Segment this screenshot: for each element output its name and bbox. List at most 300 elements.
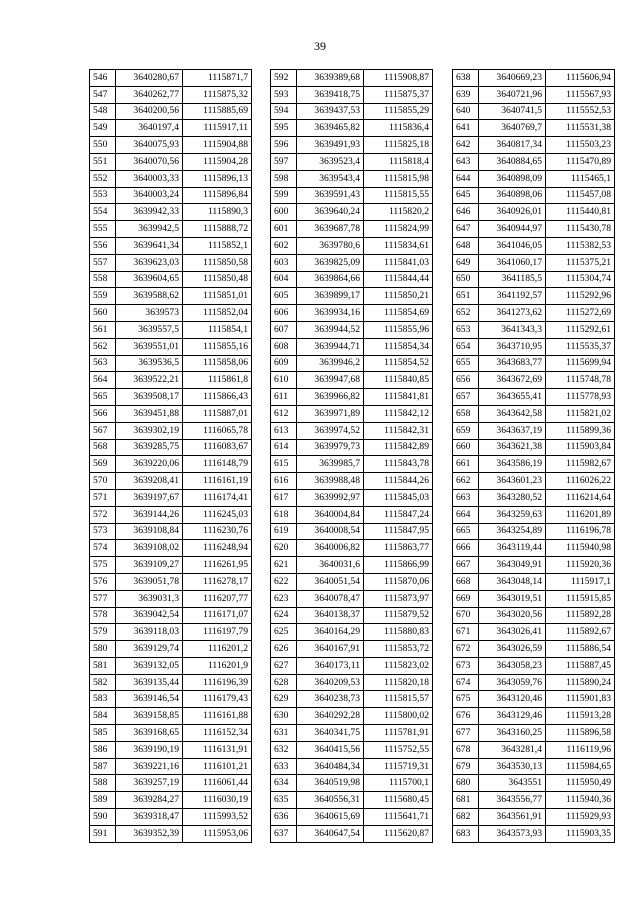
y-coordinate-cell: 1115815,98: [364, 170, 433, 187]
table-row: [453, 170, 615, 187]
x-coordinate-cell: 3639389,68: [297, 70, 364, 87]
x-coordinate-cell: 3639573: [116, 305, 183, 322]
x-coordinate-cell: 3643621,38: [479, 439, 546, 456]
point-number-cell: 654: [453, 338, 479, 355]
point-number-cell: 596: [271, 137, 297, 154]
point-number-cell: 670: [453, 607, 479, 624]
y-coordinate-cell: 1116161,19: [183, 473, 252, 490]
x-coordinate-cell: 3639591,43: [297, 187, 364, 204]
point-number-cell: 584: [90, 708, 116, 725]
table-row: [453, 540, 615, 557]
point-number-cell: 676: [453, 708, 479, 725]
point-number-cell: 661: [453, 456, 479, 473]
y-coordinate-cell: 1115855,29: [364, 103, 433, 120]
x-coordinate-cell: 3643049,91: [479, 557, 546, 574]
point-number-cell: 642: [453, 137, 479, 154]
y-coordinate-cell: 1116101,21: [183, 758, 252, 775]
y-coordinate-cell: 1115567,93: [546, 86, 615, 103]
y-coordinate-cell: 1115606,94: [546, 70, 615, 87]
point-number-cell: 563: [90, 355, 116, 372]
table-row: [271, 120, 433, 137]
point-number-cell: 617: [271, 489, 297, 506]
y-coordinate-cell: 1115818,4: [364, 153, 433, 170]
table-row: [271, 103, 433, 120]
y-coordinate-cell: 1115899,36: [546, 422, 615, 439]
x-coordinate-cell: 3639197,67: [116, 489, 183, 506]
y-coordinate-cell: 1115781,91: [364, 725, 433, 742]
point-number-cell: 575: [90, 557, 116, 574]
x-coordinate-cell: 3640070,56: [116, 153, 183, 170]
x-coordinate-cell: 3640926,01: [479, 204, 546, 221]
point-number-cell: 641: [453, 120, 479, 137]
y-coordinate-cell: 1115917,1: [546, 573, 615, 590]
point-number-cell: 572: [90, 506, 116, 523]
table-row: [453, 624, 615, 641]
table-row: [90, 153, 252, 170]
point-number-cell: 595: [271, 120, 297, 137]
point-number-cell: 586: [90, 741, 116, 758]
table-row: [90, 456, 252, 473]
point-number-cell: 682: [453, 809, 479, 826]
x-coordinate-cell: 3639109,27: [116, 557, 183, 574]
y-coordinate-cell: 1115465,1: [546, 170, 615, 187]
y-coordinate-cell: 1115861,8: [183, 372, 252, 389]
table-row: [453, 775, 615, 792]
table-row: [271, 775, 433, 792]
x-coordinate-cell: 3643561,91: [479, 809, 546, 826]
y-coordinate-cell: 1115470,89: [546, 153, 615, 170]
point-number-cell: 550: [90, 137, 116, 154]
point-number-cell: 593: [271, 86, 297, 103]
x-coordinate-cell: 3643129,46: [479, 708, 546, 725]
point-number-cell: 622: [271, 573, 297, 590]
point-number-cell: 634: [271, 775, 297, 792]
x-coordinate-cell: 3639899,17: [297, 288, 364, 305]
x-coordinate-cell: 3639687,78: [297, 221, 364, 238]
y-coordinate-cell: 1115815,55: [364, 187, 433, 204]
x-coordinate-cell: 3643160,25: [479, 725, 546, 742]
table-row: [271, 641, 433, 658]
y-coordinate-cell: 1116196,39: [183, 674, 252, 691]
y-coordinate-cell: 1115852,04: [183, 305, 252, 322]
point-number-cell: 605: [271, 288, 297, 305]
y-coordinate-cell: 1115880,83: [364, 624, 433, 641]
y-coordinate-cell: 1115904,28: [183, 153, 252, 170]
point-number-cell: 570: [90, 473, 116, 490]
table-row: [90, 741, 252, 758]
y-coordinate-cell: 1115890,3: [183, 204, 252, 221]
y-coordinate-cell: 1115699,94: [546, 355, 615, 372]
x-coordinate-cell: 3640075,93: [116, 137, 183, 154]
y-coordinate-cell: 1115778,93: [546, 389, 615, 406]
point-number-cell: 678: [453, 741, 479, 758]
table-row: [271, 809, 433, 826]
point-number-cell: 607: [271, 321, 297, 338]
table-row: [90, 372, 252, 389]
y-coordinate-cell: 1115531,38: [546, 120, 615, 137]
y-coordinate-cell: 1115847,95: [364, 523, 433, 540]
y-coordinate-cell: 1116083,67: [183, 439, 252, 456]
y-coordinate-cell: 1115854,52: [364, 355, 433, 372]
table-row: [453, 758, 615, 775]
point-number-cell: 589: [90, 792, 116, 809]
x-coordinate-cell: 3640944,97: [479, 221, 546, 238]
x-coordinate-cell: 3640669,23: [479, 70, 546, 87]
y-coordinate-cell: 1115875,32: [183, 86, 252, 103]
table-row: [271, 674, 433, 691]
x-coordinate-cell: 3643019,51: [479, 590, 546, 607]
point-number-cell: 546: [90, 70, 116, 87]
y-coordinate-cell: 1116201,89: [546, 506, 615, 523]
table-row: [271, 271, 433, 288]
table-row: [453, 557, 615, 574]
table-row: [453, 187, 615, 204]
table-row: [90, 809, 252, 826]
table-row: [90, 489, 252, 506]
table-row: [90, 439, 252, 456]
point-number-cell: 671: [453, 624, 479, 641]
table-row: [453, 288, 615, 305]
y-coordinate-cell: 1115823,02: [364, 657, 433, 674]
table-row: [90, 137, 252, 154]
table-row: [90, 321, 252, 338]
table-row: [453, 473, 615, 490]
x-coordinate-cell: 3639536,5: [116, 355, 183, 372]
table-row: [90, 221, 252, 238]
point-number-cell: 616: [271, 473, 297, 490]
point-number-cell: 599: [271, 187, 297, 204]
point-number-cell: 673: [453, 657, 479, 674]
x-coordinate-cell: 3639144,26: [116, 506, 183, 523]
y-coordinate-cell: 1115950,49: [546, 775, 615, 792]
point-number-cell: 602: [271, 237, 297, 254]
table-row: [90, 540, 252, 557]
y-coordinate-cell: 1115375,21: [546, 254, 615, 271]
x-coordinate-cell: 3640519,98: [297, 775, 364, 792]
y-coordinate-cell: 1115896,58: [546, 725, 615, 742]
point-number-cell: 560: [90, 305, 116, 322]
y-coordinate-cell: 1115984,65: [546, 758, 615, 775]
table-row: [90, 422, 252, 439]
point-number-cell: 645: [453, 187, 479, 204]
x-coordinate-cell: 3643026,41: [479, 624, 546, 641]
table-row: [90, 389, 252, 406]
x-coordinate-cell: 3643556,77: [479, 792, 546, 809]
table-row: [453, 103, 615, 120]
point-number-cell: 566: [90, 405, 116, 422]
table-row: [453, 725, 615, 742]
table-row: [453, 607, 615, 624]
y-coordinate-cell: 1115850,58: [183, 254, 252, 271]
y-coordinate-cell: 1115853,72: [364, 641, 433, 658]
y-coordinate-cell: 1115886,54: [546, 641, 615, 658]
x-coordinate-cell: 3640006,82: [297, 540, 364, 557]
x-coordinate-cell: 3643672,69: [479, 372, 546, 389]
y-coordinate-cell: 1115892,67: [546, 624, 615, 641]
table-row: [90, 590, 252, 607]
y-coordinate-cell: 1115272,69: [546, 305, 615, 322]
table-row: [453, 489, 615, 506]
point-number-cell: 626: [271, 641, 297, 658]
table-row: [90, 506, 252, 523]
table-row: [453, 204, 615, 221]
table-row: [453, 641, 615, 658]
point-number-cell: 583: [90, 691, 116, 708]
y-coordinate-cell: 1115940,98: [546, 540, 615, 557]
x-coordinate-cell: 3639318,47: [116, 809, 183, 826]
y-coordinate-cell: 1115440,81: [546, 204, 615, 221]
table-row: [453, 153, 615, 170]
point-number-cell: 627: [271, 657, 297, 674]
x-coordinate-cell: 3641185,5: [479, 271, 546, 288]
x-coordinate-cell: 3639522,21: [116, 372, 183, 389]
table-row: [271, 590, 433, 607]
point-number-cell: 646: [453, 204, 479, 221]
y-coordinate-cell: 1115851,01: [183, 288, 252, 305]
x-coordinate-cell: 3639944,52: [297, 321, 364, 338]
table-row: [90, 624, 252, 641]
point-number-cell: 559: [90, 288, 116, 305]
y-coordinate-cell: 1115292,96: [546, 288, 615, 305]
y-coordinate-cell: 1115382,53: [546, 237, 615, 254]
table-row: [453, 809, 615, 826]
y-coordinate-cell: 1115844,26: [364, 473, 433, 490]
table-row: [271, 489, 433, 506]
point-number-cell: 551: [90, 153, 116, 170]
point-number-cell: 578: [90, 607, 116, 624]
point-number-cell: 648: [453, 237, 479, 254]
x-coordinate-cell: 3640200,56: [116, 103, 183, 120]
point-number-cell: 631: [271, 725, 297, 742]
x-coordinate-cell: 3643586,19: [479, 456, 546, 473]
table-row: [271, 792, 433, 809]
table-row: [90, 473, 252, 490]
x-coordinate-cell: 3639641,34: [116, 237, 183, 254]
table-row: [271, 254, 433, 271]
y-coordinate-cell: 1116248,94: [183, 540, 252, 557]
point-number-cell: 629: [271, 691, 297, 708]
x-coordinate-cell: 3643551: [479, 775, 546, 792]
y-coordinate-cell: 1116171,07: [183, 607, 252, 624]
x-coordinate-cell: 3643637,19: [479, 422, 546, 439]
x-coordinate-cell: 3639966,82: [297, 389, 364, 406]
x-coordinate-cell: 3641273,62: [479, 305, 546, 322]
x-coordinate-cell: 3643683,77: [479, 355, 546, 372]
x-coordinate-cell: 3643573,93: [479, 825, 546, 842]
point-number-cell: 643: [453, 153, 479, 170]
table-row: [453, 221, 615, 238]
table-row: [453, 657, 615, 674]
y-coordinate-cell: 1115873,97: [364, 590, 433, 607]
y-coordinate-cell: 1115887,45: [546, 657, 615, 674]
x-coordinate-cell: 3640164,29: [297, 624, 364, 641]
table-row: [90, 237, 252, 254]
y-coordinate-cell: 1115820,18: [364, 674, 433, 691]
x-coordinate-cell: 3643281,4: [479, 741, 546, 758]
table-row: [90, 825, 252, 842]
point-number-cell: 557: [90, 254, 116, 271]
y-coordinate-cell: 1116201,9: [183, 657, 252, 674]
x-coordinate-cell: 3639523,4: [297, 153, 364, 170]
table-row: [453, 372, 615, 389]
y-coordinate-cell: 1115850,21: [364, 288, 433, 305]
x-coordinate-cell: 3640721,96: [479, 86, 546, 103]
point-number-cell: 624: [271, 607, 297, 624]
y-coordinate-cell: 1116026,22: [546, 473, 615, 490]
x-coordinate-cell: 3640051,54: [297, 573, 364, 590]
x-coordinate-cell: 3639051,78: [116, 573, 183, 590]
y-coordinate-cell: 1115752,55: [364, 741, 433, 758]
y-coordinate-cell: 1115855,96: [364, 321, 433, 338]
point-number-cell: 679: [453, 758, 479, 775]
point-number-cell: 668: [453, 573, 479, 590]
x-coordinate-cell: 3639947,68: [297, 372, 364, 389]
x-coordinate-cell: 3640484,34: [297, 758, 364, 775]
x-coordinate-cell: 3639491,93: [297, 137, 364, 154]
point-number-cell: 562: [90, 338, 116, 355]
point-number-cell: 615: [271, 456, 297, 473]
table-row: [453, 405, 615, 422]
table-row: [271, 389, 433, 406]
point-number-cell: 569: [90, 456, 116, 473]
table-row: [453, 305, 615, 322]
x-coordinate-cell: 3639257,19: [116, 775, 183, 792]
y-coordinate-cell: 1116278,17: [183, 573, 252, 590]
x-coordinate-cell: 3640898,06: [479, 187, 546, 204]
point-number-cell: 665: [453, 523, 479, 540]
x-coordinate-cell: 3640173,11: [297, 657, 364, 674]
y-coordinate-cell: 1115843,78: [364, 456, 433, 473]
x-coordinate-cell: 3643530,13: [479, 758, 546, 775]
x-coordinate-cell: 3640341,75: [297, 725, 364, 742]
y-coordinate-cell: 1115825,18: [364, 137, 433, 154]
table-row: [271, 439, 433, 456]
y-coordinate-cell: 1116196,78: [546, 523, 615, 540]
table-row: [453, 137, 615, 154]
y-coordinate-cell: 1115896,84: [183, 187, 252, 204]
y-coordinate-cell: 1115920,36: [546, 557, 615, 574]
y-coordinate-cell: 1116061,44: [183, 775, 252, 792]
point-number-cell: 640: [453, 103, 479, 120]
y-coordinate-cell: 1115854,69: [364, 305, 433, 322]
x-coordinate-cell: 3640031,6: [297, 557, 364, 574]
x-coordinate-cell: 3640615,69: [297, 809, 364, 826]
y-coordinate-cell: 1116201,2: [183, 641, 252, 658]
y-coordinate-cell: 1115890,24: [546, 674, 615, 691]
table-row: [90, 254, 252, 271]
table-row: [271, 456, 433, 473]
point-number-cell: 667: [453, 557, 479, 574]
point-number-cell: 567: [90, 422, 116, 439]
point-number-cell: 606: [271, 305, 297, 322]
y-coordinate-cell: 1115887,01: [183, 405, 252, 422]
point-number-cell: 549: [90, 120, 116, 137]
x-coordinate-cell: 3639418,75: [297, 86, 364, 103]
table-row: [271, 86, 433, 103]
x-coordinate-cell: 3640138,37: [297, 607, 364, 624]
table-row: [453, 708, 615, 725]
y-coordinate-cell: 1115748,78: [546, 372, 615, 389]
x-coordinate-cell: 3639825,09: [297, 254, 364, 271]
y-coordinate-cell: 1116148,79: [183, 456, 252, 473]
x-coordinate-cell: 3643058,23: [479, 657, 546, 674]
y-coordinate-cell: 1115993,52: [183, 809, 252, 826]
x-coordinate-cell: 3639979,73: [297, 439, 364, 456]
x-coordinate-cell: 3640008,54: [297, 523, 364, 540]
y-coordinate-cell: 1115821,02: [546, 405, 615, 422]
y-coordinate-cell: 1115913,28: [546, 708, 615, 725]
table-row: [90, 674, 252, 691]
x-coordinate-cell: 3639543,4: [297, 170, 364, 187]
x-coordinate-cell: 3643601,23: [479, 473, 546, 490]
point-number-cell: 628: [271, 674, 297, 691]
y-coordinate-cell: 1115904,88: [183, 137, 252, 154]
y-coordinate-cell: 1116214,64: [546, 489, 615, 506]
x-coordinate-cell: 3640884,65: [479, 153, 546, 170]
point-number-cell: 623: [271, 590, 297, 607]
point-number-cell: 582: [90, 674, 116, 691]
y-coordinate-cell: 1115845,03: [364, 489, 433, 506]
table-row: [90, 708, 252, 725]
table-row: [271, 523, 433, 540]
point-number-cell: 585: [90, 725, 116, 742]
table-row: [453, 741, 615, 758]
y-coordinate-cell: 1115292,61: [546, 321, 615, 338]
point-number-cell: 674: [453, 674, 479, 691]
x-coordinate-cell: 3639985,7: [297, 456, 364, 473]
x-coordinate-cell: 3639135,44: [116, 674, 183, 691]
y-coordinate-cell: 1115871,7: [183, 70, 252, 87]
y-coordinate-cell: 1115858,06: [183, 355, 252, 372]
table-row: [453, 120, 615, 137]
point-number-cell: 564: [90, 372, 116, 389]
y-coordinate-cell: 1116131,91: [183, 741, 252, 758]
x-coordinate-cell: 3639190,19: [116, 741, 183, 758]
x-coordinate-cell: 3643026,59: [479, 641, 546, 658]
point-number-cell: 554: [90, 204, 116, 221]
x-coordinate-cell: 3639221,16: [116, 758, 183, 775]
table-row: [90, 792, 252, 809]
page-number: 39: [314, 39, 326, 53]
point-number-cell: 618: [271, 506, 297, 523]
point-number-cell: 619: [271, 523, 297, 540]
x-coordinate-cell: 3639108,02: [116, 540, 183, 557]
table-row: [271, 825, 433, 842]
x-coordinate-cell: 3639437,53: [297, 103, 364, 120]
y-coordinate-cell: 1115800,02: [364, 708, 433, 725]
point-number-cell: 553: [90, 187, 116, 204]
table-row: [453, 573, 615, 590]
y-coordinate-cell: 1115842,89: [364, 439, 433, 456]
x-coordinate-cell: 3639352,39: [116, 825, 183, 842]
y-coordinate-cell: 1116197,79: [183, 624, 252, 641]
table-row: [271, 70, 433, 87]
x-coordinate-cell: 3639285,75: [116, 439, 183, 456]
table-row: [453, 422, 615, 439]
table-row: [271, 607, 433, 624]
x-coordinate-cell: 3639992,97: [297, 489, 364, 506]
y-coordinate-cell: 1115982,67: [546, 456, 615, 473]
y-coordinate-cell: 1116261,95: [183, 557, 252, 574]
x-coordinate-cell: 3639623,03: [116, 254, 183, 271]
table-row: [271, 741, 433, 758]
point-number-cell: 571: [90, 489, 116, 506]
table-row: [271, 708, 433, 725]
point-number-cell: 652: [453, 305, 479, 322]
y-coordinate-cell: 1116174,41: [183, 489, 252, 506]
y-coordinate-cell: 1115854,34: [364, 338, 433, 355]
table-row: [453, 792, 615, 809]
